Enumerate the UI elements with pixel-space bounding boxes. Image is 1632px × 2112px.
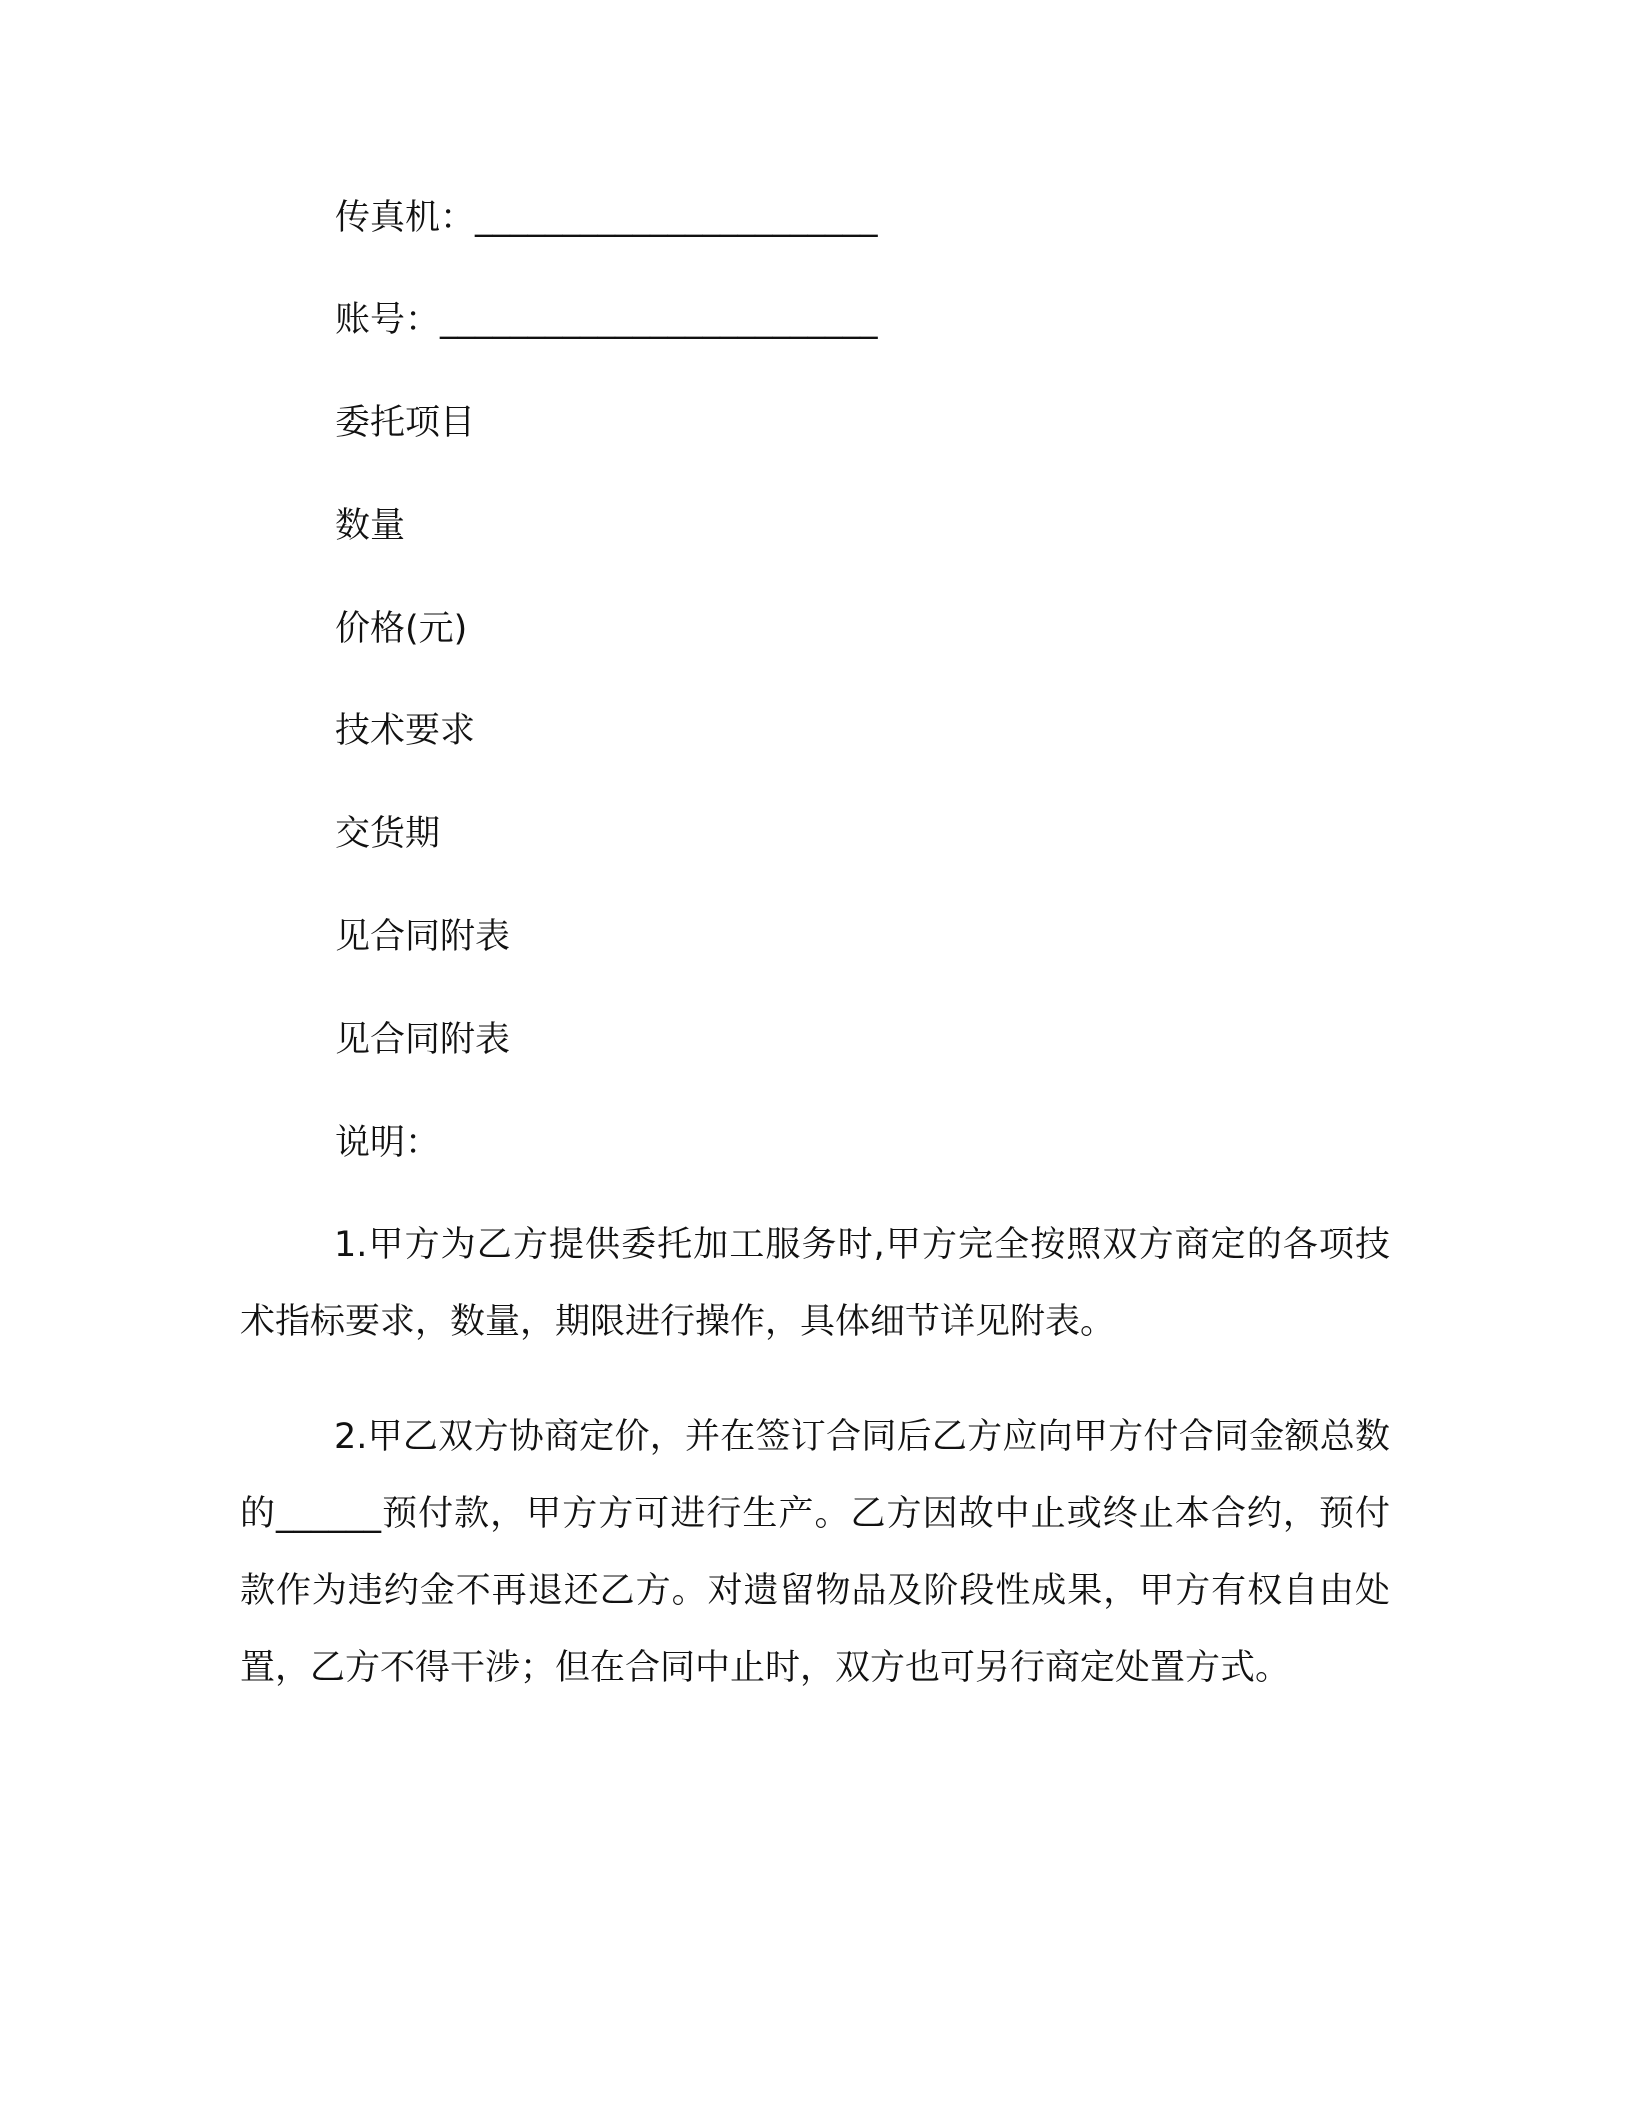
label-entrusted-item: 委托项目 [335,403,476,443]
fax-label: 传真机： [335,198,476,238]
label-technical-requirements: 技术要求 [335,711,476,751]
notes-heading: 说明： [335,1123,441,1163]
account-field [335,298,878,342]
note-paragraph-2: 2.甲乙双方协商定价，并在签订合同后乙方应向甲方付合同金额总数的______预付款，甲方方可进行生产。乙方因故中止或终止本合约，预付款作为违约金不再退还乙方。对遗留物品及阶段性成果，甲方有权自由处置，乙方不得干涉；但在合同中止时，双方也可另行商定处置方式。 [240,1417,1390,1688]
label-see-contract-schedule: 见合同附表 [335,917,511,957]
note-paragraph-1: 1.甲方为乙方提供委托加工服务时,甲方完全按照双方商定的各项技术指标要求，数量，期限进行操作，具体细节详见附表。 [240,1225,1390,1342]
account-blank: _________________________ [440,300,878,340]
label-quantity: 数量 [335,506,406,546]
label-price: 价格(元) [335,609,468,649]
fax-blank: _______________________ [475,198,878,238]
fax-field [335,196,878,240]
label-delivery-period: 交货期 [335,814,441,854]
label-see-contract-schedule: 见合同附表 [335,1020,511,1060]
account-label: 账号： [335,300,441,340]
